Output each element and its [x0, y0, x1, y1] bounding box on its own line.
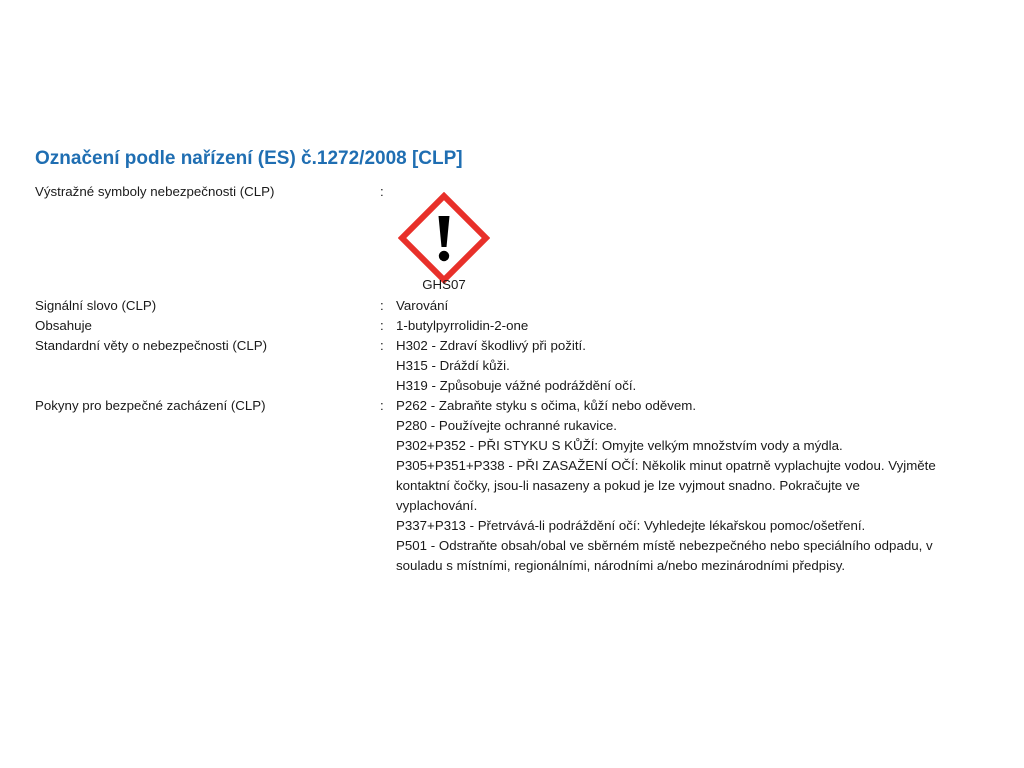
hazard-statements-colon: :: [380, 338, 384, 353]
precautionary-statement: P262 - Zabraňte styku s očima, kůží nebo oděvem.: [396, 398, 697, 413]
precautionary-statement: P305+P351+P338 - PŘI ZASAŽENÍ OČÍ: Několik minut opatrně vyplachujte vodou. Vyjměte: [396, 458, 936, 473]
hazard-statement: H315 - Dráždí kůži.: [396, 358, 510, 373]
hazard-statements-list: [396, 336, 996, 396]
precautionary-statements-colon: :: [380, 398, 384, 413]
hazard-statement: H319 - Způsobuje vážné podráždění očí.: [396, 378, 637, 393]
precautionary-statement: P337+P313 - Přetrvává-li podráždění očí: Vyhledejte lékařskou pomoc/ošetření.: [396, 518, 866, 533]
precautionary-statement: vyplachování.: [396, 498, 478, 513]
pictograms-colon: :: [380, 184, 384, 199]
pictogram-code: GHS07: [422, 277, 466, 292]
contains-value: 1-butylpyrrolidin-2-one: [396, 318, 529, 333]
precautionary-statement: P302+P352 - PŘI STYKU S KŮŽÍ: Omyjte velkým množstvím vody a mýdla.: [396, 438, 843, 453]
hazard-statement: H302 - Zdraví škodlivý při požití.: [396, 338, 586, 353]
precautionary-statement: P280 - Používejte ochranné rukavice.: [396, 418, 618, 433]
exclamation-mark-hazard-icon: [398, 192, 490, 284]
hazard-statements-label: Standardní věty o nebezpečnosti (CLP): [35, 338, 268, 353]
signal-word-label: Signální slovo (CLP): [35, 298, 157, 313]
signal-word-colon: :: [380, 298, 384, 313]
contains-colon: :: [380, 318, 384, 333]
pictograms-label: Výstražné symboly nebezpečnosti (CLP): [35, 184, 275, 199]
section-title: Označení podle nařízení (ES) č.1272/2008 [CLP]: [35, 148, 463, 169]
precautionary-statement: souladu s místními, regionálními, národními a/nebo mezinárodními předpisy.: [396, 558, 846, 573]
precautionary-statement: kontaktní čočky, jsou-li nasazeny a pokud je lze vyjmout snadno. Pokračujte ve: [396, 478, 860, 493]
precautionary-statements-label: Pokyny pro bezpečné zacházení (CLP): [35, 398, 266, 413]
precautionary-statement: P501 - Odstraňte obsah/obal ve sběrném místě nebezpečného nebo speciálního odpadu, v: [396, 538, 933, 553]
contains-label: Obsahuje: [35, 318, 92, 333]
precautionary-statements-list: [396, 396, 996, 576]
signal-word-value: Varování: [396, 298, 449, 313]
